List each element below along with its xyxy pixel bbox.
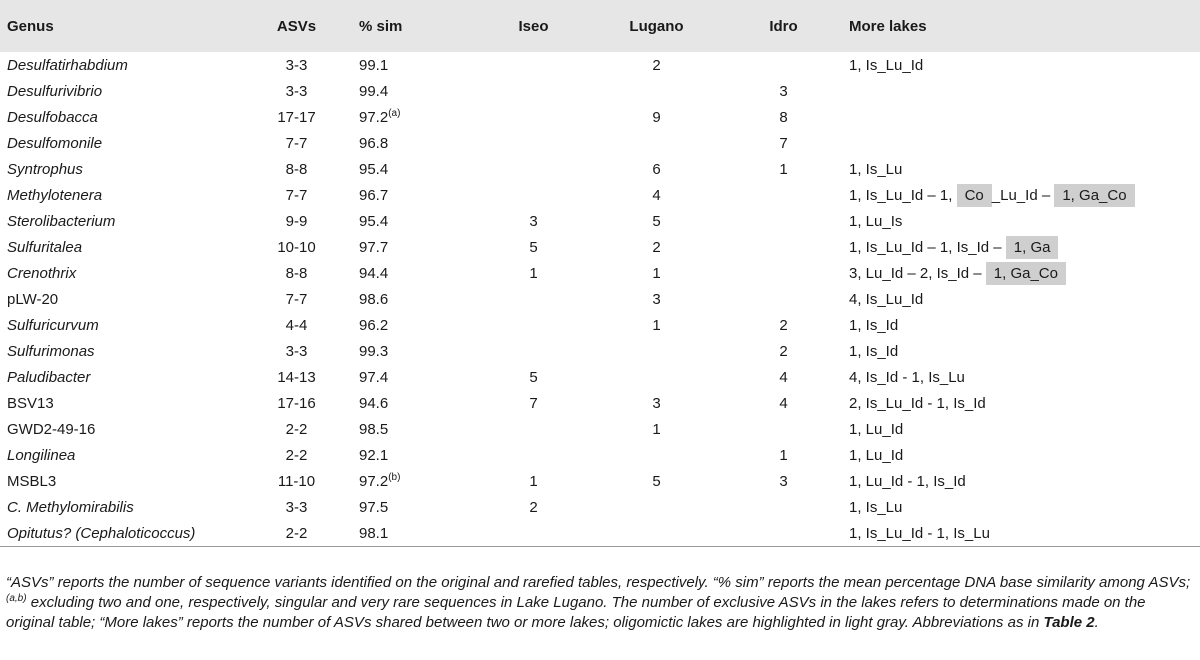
more-lakes-text: 1, Lu_Id [849, 446, 904, 464]
cell-genus: Sterolibacterium [7, 212, 116, 230]
cell-sim [344, 494, 472, 520]
cell-more-lakes [849, 520, 1200, 547]
cell-genus: Methylotenera [7, 186, 103, 204]
header-idro: Idro [718, 0, 849, 52]
oligomictic-highlight: 1, Ga [1006, 236, 1059, 259]
sim-value: 92.1 [359, 446, 389, 464]
sim-value: 99.3 [359, 342, 389, 360]
header-sim: % sim [344, 0, 472, 52]
cell-iseo [472, 104, 595, 130]
cell-more-lakes [849, 130, 1200, 156]
cell-sim [344, 312, 472, 338]
footnote-end: . [1094, 614, 1099, 631]
cell-idro [718, 52, 849, 78]
cell-idro: 4 [779, 394, 788, 412]
table-row [0, 234, 1200, 260]
sim-value: 94.6 [359, 394, 389, 412]
cell-idro [718, 208, 849, 234]
cell-genus: MSBL3 [7, 472, 57, 490]
sim-value: 98.5 [359, 420, 389, 438]
cell-genus: Crenothrix [7, 264, 77, 282]
more-lakes-text: 4, Is_Lu_Id [849, 290, 924, 308]
sim-value: 97.7 [359, 238, 389, 256]
cell-asvs: 17-17 [277, 108, 316, 126]
table-row [0, 442, 1200, 468]
cell-genus: Desulfurivibrio [7, 82, 103, 100]
oligomictic-highlight: 1, Ga_Co [1054, 184, 1134, 207]
cell-lugano [595, 520, 718, 547]
cell-more-lakes [849, 312, 1200, 338]
more-lakes-text-rest: _Lu_Id – [991, 186, 1051, 204]
table-row [0, 416, 1200, 442]
table-row [0, 468, 1200, 494]
table-row [0, 156, 1200, 182]
cell-lugano [595, 494, 718, 520]
cell-sim [344, 52, 472, 78]
cell-lugano: 6 [652, 160, 661, 178]
cell-idro [718, 286, 849, 312]
cell-asvs: 3-3 [285, 342, 308, 360]
more-lakes-text: 1, Lu_Id [849, 420, 904, 438]
more-lakes-text: 1, Is_Lu_Id - 1, Is_Lu [849, 524, 990, 542]
cell-genus: C. Methylomirabilis [7, 498, 134, 516]
cell-iseo [472, 78, 595, 104]
cell-lugano: 5 [652, 472, 661, 490]
cell-lugano: 5 [652, 212, 661, 230]
footnote-superscript: (a,b) [6, 593, 27, 604]
cell-genus: GWD2-49-16 [7, 420, 96, 438]
cell-lugano: 1 [652, 316, 661, 334]
cell-idro [718, 182, 849, 208]
sim-value: 97.2 [359, 472, 389, 490]
sim-value: 98.1 [359, 524, 389, 542]
cell-iseo [472, 182, 595, 208]
more-lakes-text: 1, Lu_Id - 1, Is_Id [849, 472, 966, 490]
cell-more-lakes [849, 234, 1200, 260]
cell-sim [344, 442, 472, 468]
more-lakes-text: 1, Is_Lu_Id [849, 56, 924, 74]
cell-iseo [472, 520, 595, 547]
sim-value: 96.7 [359, 186, 389, 204]
cell-iseo [472, 286, 595, 312]
cell-iseo: 1 [529, 264, 538, 282]
table-row [0, 130, 1200, 156]
cell-more-lakes [849, 156, 1200, 182]
oligomictic-highlight: Co [957, 184, 992, 207]
footnote-table-ref: Table 2 [1043, 614, 1095, 631]
cell-lugano: 4 [652, 186, 661, 204]
footnote-part1: “ASVs” reports the number of sequence variants identified on the original and rarefied tables, respectively. “% sim” reports the mean percentage DNA base similarity among ASVs; [6, 574, 1191, 591]
cell-sim [344, 234, 472, 260]
sim-value: 97.5 [359, 498, 389, 516]
cell-sim [344, 338, 472, 364]
oligomictic-highlight: 1, Ga_Co [986, 262, 1066, 285]
cell-idro: 3 [779, 82, 788, 100]
table-row [0, 104, 1200, 130]
cell-asvs: 3-3 [285, 498, 308, 516]
cell-iseo: 7 [529, 394, 538, 412]
cell-sim [344, 260, 472, 286]
cell-lugano [595, 130, 718, 156]
cell-idro [718, 520, 849, 547]
sim-value: 99.1 [359, 56, 389, 74]
cell-asvs: 10-10 [277, 238, 316, 256]
table-row [0, 364, 1200, 390]
cell-genus: Sulfuricurvum [7, 316, 99, 334]
cell-more-lakes [849, 442, 1200, 468]
cell-idro: 3 [779, 472, 788, 490]
cell-lugano [595, 78, 718, 104]
table-row [0, 338, 1200, 364]
cell-lugano: 2 [652, 238, 661, 256]
cell-iseo [472, 416, 595, 442]
header-asvs: ASVs [249, 0, 344, 52]
more-lakes-text: 1, Lu_Is [849, 212, 903, 230]
cell-sim [344, 182, 472, 208]
cell-iseo: 1 [529, 472, 538, 490]
cell-sim [344, 78, 472, 104]
cell-lugano [595, 364, 718, 390]
cell-asvs: 7-7 [285, 186, 308, 204]
cell-more-lakes [849, 416, 1200, 442]
table-row [0, 182, 1200, 208]
more-lakes-text: 1, Is_Lu [849, 498, 903, 516]
cell-iseo: 2 [529, 498, 538, 516]
cell-lugano: 1 [652, 264, 661, 282]
cell-lugano: 3 [652, 394, 661, 412]
table-row [0, 78, 1200, 104]
cell-iseo: 5 [529, 238, 538, 256]
sim-value: 95.4 [359, 212, 389, 230]
sim-footnote-marker: (b) [388, 471, 401, 483]
header-more-lakes: More lakes [849, 0, 1200, 52]
cell-genus: Opitutus? (Cephaloticoccus) [0, 520, 249, 547]
cell-iseo: 5 [529, 368, 538, 386]
cell-asvs: 7-7 [285, 290, 308, 308]
cell-more-lakes [849, 208, 1200, 234]
cell-genus: Sulfuritalea [7, 238, 83, 256]
cell-more-lakes [849, 104, 1200, 130]
more-lakes-text: 2, Is_Lu_Id - 1, Is_Id [849, 394, 986, 412]
cell-idro: 1 [779, 160, 788, 178]
cell-asvs: 9-9 [285, 212, 308, 230]
cell-genus: Longilinea [7, 446, 76, 464]
footnote-part2: excluding two and one, respectively, singular and very rare sequences in Lake Lugano. The number of exclusive ASVs in the lakes refers to determinations made on the original table; “More lakes” reports the number of ASVs shared between two or more lakes; oligomictic lakes are highlighted in light gray. Abbreviations as in [6, 594, 1146, 631]
cell-idro [718, 260, 849, 286]
cell-genus: Desulfatirhabdium [7, 56, 128, 74]
table-row [0, 260, 1200, 286]
cell-asvs: 7-7 [285, 134, 308, 152]
sim-value: 96.2 [359, 316, 389, 334]
table-footnote [6, 573, 1196, 633]
sim-value: 96.8 [359, 134, 389, 152]
cell-more-lakes [849, 52, 1200, 78]
table-body [0, 52, 1200, 547]
cell-idro: 7 [779, 134, 788, 152]
cell-genus: Desulfobacca [7, 108, 98, 126]
table-row [0, 52, 1200, 78]
sim-value: 97.4 [359, 368, 389, 386]
cell-sim [344, 468, 472, 494]
cell-sim [344, 390, 472, 416]
cell-genus: Syntrophus [7, 160, 83, 178]
table-row [0, 208, 1200, 234]
cell-idro: 2 [779, 316, 788, 334]
cell-idro: 4 [779, 368, 788, 386]
sim-value: 95.4 [359, 160, 389, 178]
cell-asvs: 3-3 [285, 82, 308, 100]
cell-more-lakes [849, 390, 1200, 416]
more-lakes-text: 3, Lu_Id – 2, Is_Id – [849, 264, 982, 282]
table-row [0, 312, 1200, 338]
cell-sim [344, 130, 472, 156]
cell-asvs: 17-16 [277, 394, 316, 412]
cell-more-lakes [849, 364, 1200, 390]
cell-asvs: 2-2 [285, 446, 308, 464]
cell-genus: Paludibacter [7, 368, 91, 386]
cell-asvs: 2-2 [249, 520, 344, 547]
cell-more-lakes [849, 286, 1200, 312]
cell-asvs: 14-13 [277, 368, 316, 386]
cell-genus: BSV13 [7, 394, 54, 412]
more-lakes-text: 1, Is_Lu_Id – 1, [849, 186, 953, 204]
sim-value: 98.6 [359, 290, 389, 308]
more-lakes-text: 4, Is_Id - 1, Is_Lu [849, 368, 965, 386]
header-genus: Genus [0, 0, 249, 52]
cell-sim [344, 286, 472, 312]
cell-iseo [472, 156, 595, 182]
cell-sim [344, 416, 472, 442]
cell-lugano [595, 442, 718, 468]
cell-genus: Desulfomonile [7, 134, 103, 152]
table-row [0, 390, 1200, 416]
cell-sim [344, 208, 472, 234]
cell-iseo [472, 338, 595, 364]
cell-genus: pLW-20 [7, 290, 59, 308]
cell-idro: 1 [779, 446, 788, 464]
cell-asvs: 4-4 [285, 316, 308, 334]
cell-asvs: 2-2 [285, 420, 308, 438]
cell-lugano: 1 [652, 420, 661, 438]
cell-asvs: 11-10 [277, 472, 316, 490]
cell-idro [718, 494, 849, 520]
cell-lugano: 2 [652, 56, 661, 74]
sim-value: 94.4 [359, 264, 389, 282]
sim-footnote-marker: (a) [388, 107, 401, 119]
cell-more-lakes [849, 494, 1200, 520]
sim-value: 99.4 [359, 82, 389, 100]
cell-more-lakes [849, 468, 1200, 494]
header-iseo: Iseo [472, 0, 595, 52]
cell-idro: 8 [779, 108, 788, 126]
cell-idro [718, 416, 849, 442]
sim-value: 97.2 [359, 108, 389, 126]
cell-iseo [472, 312, 595, 338]
cell-more-lakes [849, 260, 1200, 286]
cell-genus: Sulfurimonas [7, 342, 95, 360]
cell-asvs: 8-8 [285, 264, 308, 282]
cell-more-lakes [849, 338, 1200, 364]
cell-more-lakes [849, 78, 1200, 104]
cell-iseo: 3 [529, 212, 538, 230]
cell-sim [344, 156, 472, 182]
cell-asvs: 8-8 [285, 160, 308, 178]
cell-sim [344, 104, 472, 130]
table-row [0, 520, 1200, 547]
header-row [0, 0, 1200, 52]
cell-sim [344, 364, 472, 390]
cell-iseo [472, 130, 595, 156]
more-lakes-text: 1, Is_Lu [849, 160, 903, 178]
table-row [0, 494, 1200, 520]
cell-sim [344, 520, 472, 547]
table-row [0, 286, 1200, 312]
cell-lugano: 9 [652, 108, 661, 126]
header-lugano: Lugano [595, 0, 718, 52]
more-lakes-text: 1, Is_Lu_Id – 1, Is_Id – [849, 238, 1002, 256]
cell-idro: 2 [779, 342, 788, 360]
more-lakes-text: 1, Is_Id [849, 316, 899, 334]
cell-asvs: 3-3 [285, 56, 308, 74]
cell-lugano [595, 338, 718, 364]
cell-iseo [472, 442, 595, 468]
cell-lugano: 3 [652, 290, 661, 308]
cell-idro [718, 234, 849, 260]
more-lakes-text: 1, Is_Id [849, 342, 899, 360]
cell-more-lakes [849, 182, 1200, 208]
cell-iseo [472, 52, 595, 78]
